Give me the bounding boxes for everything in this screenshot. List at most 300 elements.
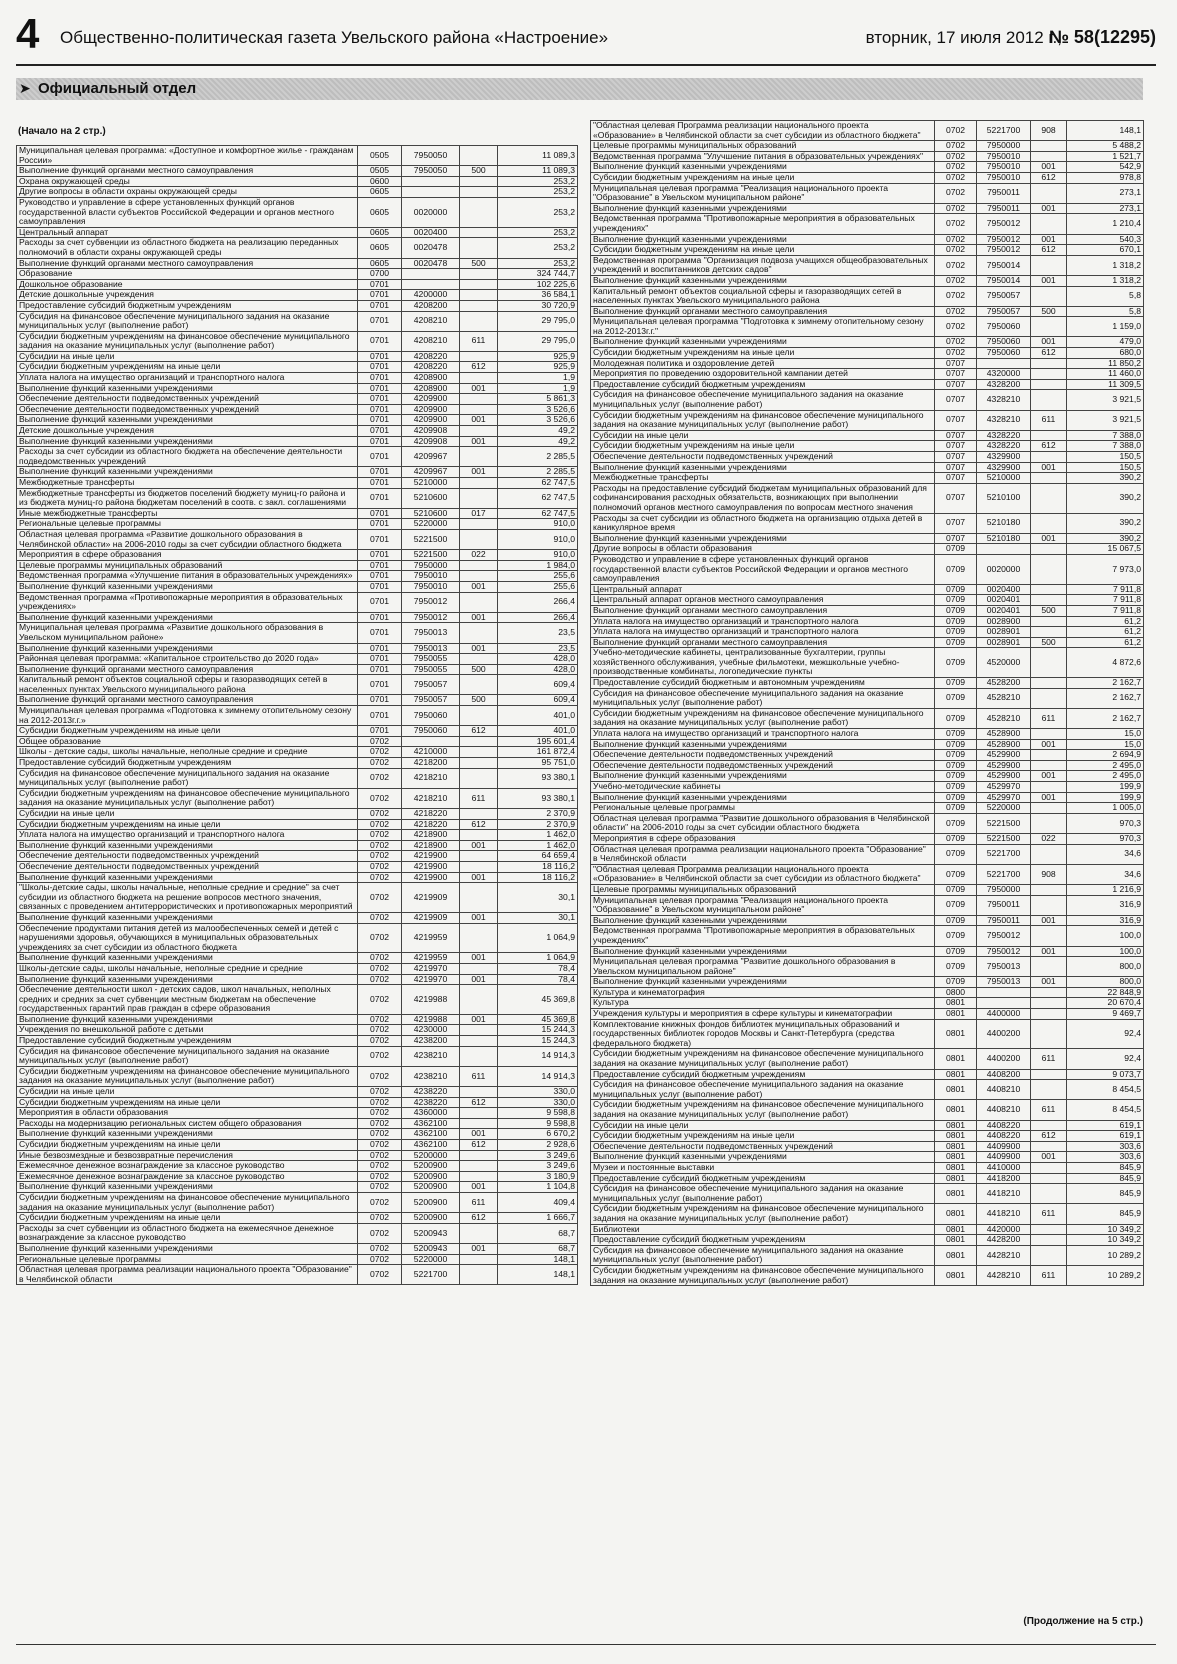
table-row [591, 1224, 1144, 1235]
expense-type [460, 426, 498, 437]
amount: 100,0 [1067, 926, 1144, 946]
amount: 1 521,7 [1067, 151, 1144, 162]
amount: 9 469,7 [1067, 1009, 1144, 1020]
expense-type: 001 [1031, 462, 1067, 473]
row-name: Выполнение функций казенными учреждениями [17, 581, 358, 592]
amount: 273,1 [1067, 203, 1144, 214]
row-name: Выполнение функций казенными учреждениями [17, 383, 358, 394]
section-code: 0702 [358, 1118, 402, 1129]
table-row [17, 394, 578, 405]
section-code: 0707 [935, 369, 977, 380]
expense-type [460, 238, 498, 258]
row-name: Мероприятия в области образования [17, 1108, 358, 1119]
issue-number: № 58(12295) [1048, 27, 1156, 47]
expense-type: 500 [1031, 306, 1067, 317]
expense-type [460, 623, 498, 643]
target-code: 4409900 [977, 1152, 1031, 1163]
amount: 7 911,8 [1067, 584, 1144, 595]
row-name: Выполнение функций казенными учреждениями [591, 162, 935, 173]
target-code: 5221500 [977, 833, 1031, 844]
section-code: 0701 [358, 726, 402, 737]
target-code: 0028901 [977, 637, 1031, 648]
table-row [17, 768, 578, 788]
expense-type: 611 [460, 1192, 498, 1212]
expense-type [460, 1223, 498, 1243]
target-code: 4238200 [402, 1036, 460, 1047]
section-code: 0709 [935, 803, 977, 814]
section-code: 0709 [935, 688, 977, 708]
row-name: Обеспечение деятельности школ - детских садов, школ начальных, неполных средних и средних за счет субвенции местным бюджетам на обеспечение государственных гарантий прав граждан в сфере образования [17, 985, 358, 1015]
amount: 11 460,0 [1067, 369, 1144, 380]
expense-type [460, 851, 498, 862]
row-name: Выполнение функций казенными учреждениями [17, 1243, 358, 1254]
amount: 23,5 [498, 643, 578, 654]
section-code: 0701 [358, 581, 402, 592]
section-code: 0702 [358, 1087, 402, 1098]
target-code: 7950060 [402, 726, 460, 737]
target-code: 4408200 [977, 1069, 1031, 1080]
table-row [591, 895, 1144, 915]
table-row [17, 146, 578, 166]
expense-type: 001 [460, 1182, 498, 1193]
target-code: 7950014 [977, 255, 1031, 275]
section-code: 0709 [935, 678, 977, 689]
section-code: 0702 [358, 758, 402, 769]
section-code: 0702 [358, 872, 402, 883]
row-name: Субсидии бюджетным учреждениям на иные цели [591, 441, 935, 452]
footer-rule [16, 1644, 1156, 1645]
row-name: Уплата налога на имущество организаций и транспортного налога [591, 729, 935, 740]
section-code: 0702 [358, 923, 402, 953]
row-name: Выполнение функций казенными учреждениями [591, 203, 935, 214]
target-code: 4219909 [402, 912, 460, 923]
row-name: Обеспечение деятельности подведомственных учреждений [591, 1141, 935, 1152]
row-name: Выполнение функций казенными учреждениями [17, 415, 358, 426]
amount: 30,1 [498, 883, 578, 913]
row-name: Уплата налога на имущество организаций и транспортного налога [591, 627, 935, 638]
row-name: Обеспечение деятельности подведомственных учреждений [591, 452, 935, 463]
row-name: Выполнение функций казенными учреждениями [591, 533, 935, 544]
expense-type [1031, 452, 1067, 463]
expense-type: 022 [1031, 833, 1067, 844]
target-code: 4329900 [977, 452, 1031, 463]
expense-type [1031, 1173, 1067, 1184]
row-name: Иные межбюджетные трансферты [17, 508, 358, 519]
row-name: Выполнение функций органами местного самоуправления [17, 166, 358, 177]
section-code: 0701 [358, 383, 402, 394]
table-row [591, 358, 1144, 369]
section-code: 0707 [935, 379, 977, 390]
row-name: Субсидии бюджетным учреждениям на финансовое обеспечение муниципального задания на оказание муниципальных услуг (выполнение работ) [17, 788, 358, 808]
row-name: Субсидии бюджетным учреждениям на финансовое обеспечение муниципального задания на оказание муниципальных услуг (выполнение работ) [591, 1100, 935, 1120]
row-name: Муниципальная целевая программа "Реализация национального проекта "Образование" в Увельском муниципальном районе" [591, 895, 935, 915]
section-code: 0702 [358, 963, 402, 974]
table-row [17, 912, 578, 923]
expense-type: 001 [1031, 792, 1067, 803]
row-name: Выполнение функций казенными учреждениями [591, 771, 935, 782]
section-code: 0709 [935, 708, 977, 728]
table-row [591, 605, 1144, 616]
section-code: 0709 [935, 729, 977, 740]
row-name: Предоставление субсидий бюджетным учреждениям [17, 758, 358, 769]
section-code: 0702 [358, 883, 402, 913]
section-code: 0709 [935, 977, 977, 988]
table-row [17, 1223, 578, 1243]
expense-type [1031, 616, 1067, 627]
table-row [17, 362, 578, 373]
expense-type [460, 1171, 498, 1182]
section-code: 0709 [935, 544, 977, 555]
expense-type: 611 [1031, 1100, 1067, 1120]
amount: 36 584,1 [498, 290, 578, 301]
target-code: 7950000 [402, 560, 460, 571]
row-name: Детские дошкольные учреждения [17, 426, 358, 437]
expense-type [1031, 286, 1067, 306]
amount: 2 285,5 [498, 447, 578, 467]
expense-type [1031, 151, 1067, 162]
amount: 29 795,0 [498, 331, 578, 351]
target-code: 4328210 [977, 410, 1031, 430]
amount: 64 659,4 [498, 851, 578, 862]
target-code: 5220000 [402, 519, 460, 530]
expense-type [1031, 813, 1067, 833]
expense-type: 612 [460, 362, 498, 373]
table-row [591, 915, 1144, 926]
section-code: 0707 [935, 513, 977, 533]
expense-type: 001 [460, 1243, 498, 1254]
section-code: 0709 [935, 616, 977, 627]
row-name: Выполнение функций казенными учреждениями [591, 946, 935, 957]
table-row [17, 883, 578, 913]
target-code: 4219900 [402, 861, 460, 872]
expense-type: 612 [460, 726, 498, 737]
target-code: 4408210 [977, 1080, 1031, 1100]
table-row [17, 508, 578, 519]
section-code: 0707 [935, 473, 977, 484]
table-row [17, 467, 578, 478]
expense-type: 612 [1031, 172, 1067, 183]
amount: 845,9 [1067, 1204, 1144, 1224]
section-code: 0505 [358, 166, 402, 177]
expense-type [460, 197, 498, 227]
expense-type [1031, 648, 1067, 678]
target-code: 7950014 [977, 275, 1031, 286]
expense-type: 001 [1031, 275, 1067, 286]
section-code: 0702 [935, 214, 977, 234]
target-code: 4208900 [402, 373, 460, 384]
amount: 390,2 [1067, 483, 1144, 513]
target-code: 5200900 [402, 1213, 460, 1224]
table-row [591, 379, 1144, 390]
table-row [591, 957, 1144, 977]
amount: 970,3 [1067, 813, 1144, 833]
target-code: 7950010 [977, 162, 1031, 173]
section-code: 0709 [935, 915, 977, 926]
target-code: 7950057 [402, 695, 460, 706]
row-name: Выполнение функций казенными учреждениями [17, 974, 358, 985]
expense-type: 500 [1031, 605, 1067, 616]
table-row [591, 1131, 1144, 1142]
row-name: Центральный аппарат [591, 584, 935, 595]
table-row [17, 1097, 578, 1108]
section-code: 0702 [935, 317, 977, 337]
section-code: 0701 [358, 643, 402, 654]
row-name: Ведомственная программа "Противопожарные мероприятия в образовательных учреждениях" [591, 926, 935, 946]
row-name: Выполнение функций казенными учреждениями [591, 792, 935, 803]
amount: 316,9 [1067, 915, 1144, 926]
target-code: 7950012 [402, 612, 460, 623]
target-code: 4218210 [402, 788, 460, 808]
row-name: Выполнение функций казенными учреждениями [17, 467, 358, 478]
table-row [17, 187, 578, 198]
expense-type [460, 963, 498, 974]
section-code: 0702 [935, 121, 977, 141]
target-code: 4528900 [977, 739, 1031, 750]
row-name: Муниципальная целевая программа "Подготовка к зимнему отопительному сезону на 2012-2013г.г." [591, 317, 935, 337]
row-name: Другие вопросы в области образования [591, 544, 935, 555]
expense-type [1031, 750, 1067, 761]
target-code: 4328210 [977, 390, 1031, 410]
row-name: Субсидия на финансовое обеспечение муниципального задания на оказание муниципальных услуг (выполнение работ) [591, 1245, 935, 1265]
section-code: 0701 [358, 394, 402, 405]
header-rule [16, 64, 1156, 66]
row-name: Муниципальная целевая программа «Подготовка к зимнему отопительному сезону на 2012-2013г.г.» [17, 706, 358, 726]
target-code: 4209908 [402, 426, 460, 437]
target-code: 4208900 [402, 383, 460, 394]
target-code: 4420000 [977, 1224, 1031, 1235]
row-name: Субсидии бюджетным учреждениям на иные цели [17, 1213, 358, 1224]
target-code: 4360000 [402, 1108, 460, 1119]
section-code: 0702 [358, 1213, 402, 1224]
table-row [591, 803, 1144, 814]
row-name: Региональные целевые программы [591, 803, 935, 814]
section-code: 0701 [358, 362, 402, 373]
row-name: Выполнение функций казенными учреждениями [591, 915, 935, 926]
row-name: Выполнение функций казенными учреждениями [591, 977, 935, 988]
section-code: 0702 [358, 1046, 402, 1066]
expense-type [460, 747, 498, 758]
section-code: 0709 [935, 792, 977, 803]
target-code: 4208210 [402, 331, 460, 351]
section-code: 0702 [358, 1129, 402, 1140]
target-code: 4209900 [402, 404, 460, 415]
row-name: Учреждения по внешкольной работе с детьми [17, 1025, 358, 1036]
table-row [17, 290, 578, 301]
section-code: 0707 [935, 462, 977, 473]
section-code: 0702 [358, 830, 402, 841]
expense-type [460, 1254, 498, 1265]
amount: 401,0 [498, 726, 578, 737]
section-code: 0702 [358, 788, 402, 808]
expense-type: 612 [1031, 348, 1067, 359]
expense-type [1031, 895, 1067, 915]
section-code: 0701 [358, 550, 402, 561]
row-name: Субсидия на финансовое обеспечение муниципального задания на оказание муниципальных услуг (выполнение работ) [17, 1046, 358, 1066]
row-name: Целевые программы муниципальных образований [591, 884, 935, 895]
row-name: Субсидии на иные цели [17, 1087, 358, 1098]
table-row [591, 430, 1144, 441]
section-code: 0707 [935, 533, 977, 544]
amount: 316,9 [1067, 895, 1144, 915]
target-code: 4208220 [402, 362, 460, 373]
expense-type [1031, 729, 1067, 740]
row-name: Выполнение функций казенными учреждениями [17, 1129, 358, 1140]
target-code: 4428210 [977, 1265, 1031, 1285]
table-row [17, 269, 578, 280]
row-name: Выполнение функций казенными учреждениями [17, 840, 358, 851]
section-code: 0702 [358, 953, 402, 964]
section-code: 0702 [358, 861, 402, 872]
amount: 45 369,8 [498, 1014, 578, 1025]
row-name: Выполнение функций органами местного самоуправления [591, 306, 935, 317]
target-code: 7950060 [402, 706, 460, 726]
amount: 23,5 [498, 623, 578, 643]
row-name: Субсидии бюджетным учреждениям на финансовое обеспечение муниципального задания на оказание муниципальных услуг (выполнение работ) [591, 1265, 935, 1285]
amount: 925,9 [498, 362, 578, 373]
table-row [17, 654, 578, 665]
target-code: 4209900 [402, 394, 460, 405]
amount: 93 380,1 [498, 788, 578, 808]
table-row [17, 953, 578, 964]
amount: 34,6 [1067, 844, 1144, 864]
section-code: 0709 [935, 637, 977, 648]
section-code: 0702 [358, 1108, 402, 1119]
amount: 45 369,8 [498, 985, 578, 1015]
section-code: 0701 [358, 331, 402, 351]
amount: 62 747,5 [498, 478, 578, 489]
table-row [17, 809, 578, 820]
target-code: 7950013 [977, 977, 1031, 988]
section-code: 0702 [935, 234, 977, 245]
row-name: Выполнение функций органами местного самоуправления [17, 695, 358, 706]
section-code: 0801 [935, 1265, 977, 1285]
table-row [591, 1009, 1144, 1020]
section-code: 0702 [358, 851, 402, 862]
expense-type [1031, 255, 1067, 275]
expense-type [1031, 369, 1067, 380]
amount: 428,0 [498, 664, 578, 675]
amount: 401,0 [498, 706, 578, 726]
expense-type [1031, 513, 1067, 533]
amount: 1 666,7 [498, 1213, 578, 1224]
expense-type [460, 1118, 498, 1129]
table-row [591, 286, 1144, 306]
row-name: Центральный аппарат [17, 227, 358, 238]
target-code [402, 269, 460, 280]
amount: 845,9 [1067, 1173, 1144, 1184]
table-row [591, 1069, 1144, 1080]
row-name: Комплектование книжных фондов библиотек муниципальных образований и государственных библиотек городов Москвы и Санкт-Петербурга (средства федерального бюджета) [591, 1019, 935, 1049]
expense-type: 001 [1031, 739, 1067, 750]
expense-type [460, 592, 498, 612]
target-code: 4400200 [977, 1049, 1031, 1069]
table-row [591, 452, 1144, 463]
section-code: 0702 [358, 1066, 402, 1086]
amount: 3 921,5 [1067, 390, 1144, 410]
section-code: 0709 [935, 946, 977, 957]
expense-type [1031, 688, 1067, 708]
target-code: 4418210 [977, 1204, 1031, 1224]
target-code: 4529900 [977, 760, 1031, 771]
row-name: Предоставление субсидий бюджетным учреждениям [591, 1069, 935, 1080]
row-name: Субсидия на финансовое обеспечение муниципального задания на оказание муниципальных услуг (выполнение работ) [17, 768, 358, 788]
target-code: 7950060 [977, 317, 1031, 337]
row-name: Субсидии бюджетным учреждениям на иные цели [17, 1097, 358, 1108]
table-row [591, 833, 1144, 844]
target-code: 5200900 [402, 1192, 460, 1212]
target-code: 7950055 [402, 654, 460, 665]
amount: 6 670,2 [498, 1129, 578, 1140]
amount: 10 289,2 [1067, 1245, 1144, 1265]
row-name: Выполнение функций органами местного самоуправления [17, 258, 358, 269]
target-code: 7950011 [977, 895, 1031, 915]
amount: 61,2 [1067, 627, 1144, 638]
amount: 9 598,8 [498, 1108, 578, 1119]
target-code: 4219959 [402, 953, 460, 964]
amount: 266,4 [498, 612, 578, 623]
table-row [591, 739, 1144, 750]
section-code: 0701 [358, 529, 402, 549]
section-code: 0801 [935, 1162, 977, 1173]
amount: 330,0 [498, 1097, 578, 1108]
expense-type [1031, 987, 1067, 998]
row-name: Предоставление субсидий бюджетным учреждениям [17, 1036, 358, 1047]
amount: 78,4 [498, 963, 578, 974]
section-code: 0605 [358, 197, 402, 227]
amount: 2 285,5 [498, 467, 578, 478]
expense-type: 612 [460, 1140, 498, 1151]
expense-type [1031, 1069, 1067, 1080]
table-row [591, 151, 1144, 162]
amount: 266,4 [498, 592, 578, 612]
target-code: 4208210 [402, 311, 460, 331]
row-name: Выполнение функций казенными учреждениями [17, 1014, 358, 1025]
target-code: 7950060 [977, 337, 1031, 348]
expense-type [1031, 1245, 1067, 1265]
table-row [17, 1036, 578, 1047]
target-code: 0028900 [977, 616, 1031, 627]
expense-type [460, 861, 498, 872]
expense-type [460, 404, 498, 415]
section-code: 0702 [358, 1014, 402, 1025]
expense-type: 001 [460, 912, 498, 923]
expense-type [1031, 1019, 1067, 1049]
row-name: Расходы за счет субсидии из областного бюджета на организацию отдыха детей в каникулярное время [591, 513, 935, 533]
section-code: 0702 [358, 1192, 402, 1212]
amount: 150,5 [1067, 452, 1144, 463]
amount: 2 370,9 [498, 819, 578, 830]
amount: 2 162,7 [1067, 708, 1144, 728]
section-code: 0801 [935, 1009, 977, 1020]
target-code: 5220000 [402, 1254, 460, 1265]
amount: 7 911,8 [1067, 605, 1144, 616]
section-code: 0701 [358, 488, 402, 508]
table-row [591, 1019, 1144, 1049]
table-row [17, 840, 578, 851]
section-code: 0701 [358, 654, 402, 665]
expense-type [460, 809, 498, 820]
target-code: 4328200 [977, 379, 1031, 390]
amount: 3 526,6 [498, 404, 578, 415]
section-code: 0801 [935, 1049, 977, 1069]
target-code: 4209900 [402, 415, 460, 426]
target-code: 4362100 [402, 1129, 460, 1140]
target-code: 4218900 [402, 840, 460, 851]
newspaper-name: Общественно-политическая газета Увельского района «Настроение» [60, 28, 609, 47]
row-name: Обеспечение деятельности подведомственных учреждений [17, 394, 358, 405]
section-code: 0801 [935, 1245, 977, 1265]
section-code: 0702 [358, 1265, 402, 1285]
